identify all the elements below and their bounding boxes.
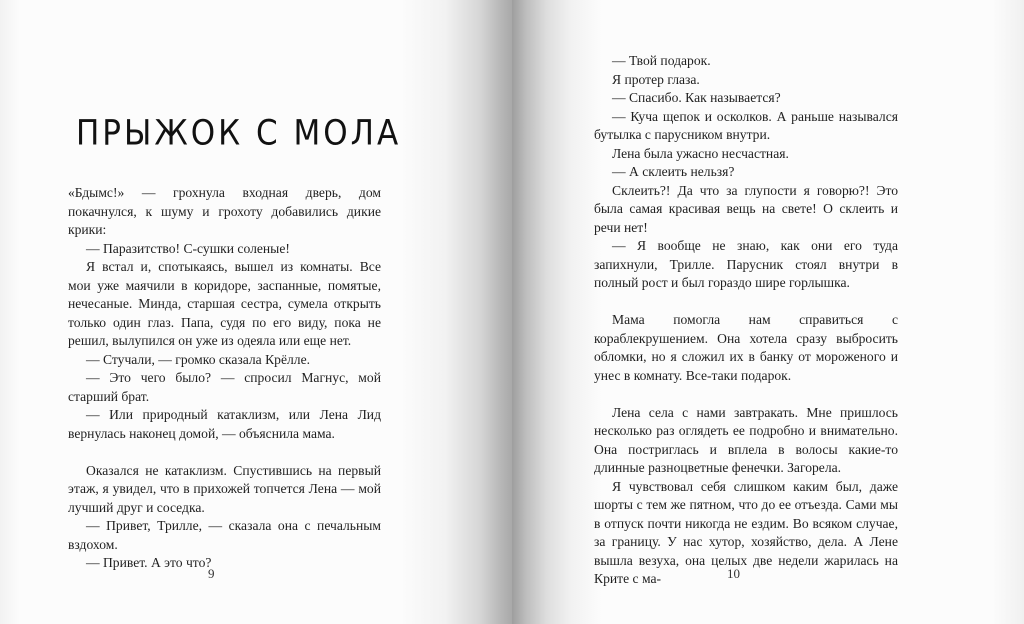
paragraph: Мама помогла нам справиться с кораблекрушением. Она хотела сразу выбросить обломки, но я сложил их в банку от мороженого и унес в комнату. Все-таки подарок. <box>594 312 898 383</box>
page-number-left: 9 <box>208 566 215 581</box>
paragraph: Я протер глаза. <box>612 71 700 87</box>
paragraph: — Или природный катаклизм, или Лена Лид вернулась наконец домой, — объяснила мама. <box>68 407 381 441</box>
left-page-text <box>68 184 381 573</box>
paragraph: — Привет. А это что? <box>86 555 212 570</box>
paragraph: — Куча щепок и осколков. А раньше назывался бутылка с парусником внутри. <box>594 108 898 142</box>
paragraph: — Стучали, — громко сказала Крёлле. <box>86 351 310 367</box>
chapter-title: ПРЫЖОК С МОЛА <box>76 113 402 154</box>
paragraph: «Бдымс!» — грохнула входная дверь, дом покачнулся, к шуму и грохоту добавились дикие крики: <box>68 185 381 237</box>
page-number-right: 10 <box>727 566 740 581</box>
paragraph: — Я вообще не знаю, как они его туда запихнули, Трилле. Парусник стоял внутри в полный рост и был гораздо шире горлышка. <box>594 238 898 290</box>
paragraph: Оказался не катаклизм. Спустившись на первый этаж, я увидел, что в прихожей топчется Лена — мой лучший друг и соседка. <box>68 462 381 515</box>
paragraph: Я чувствовал себя слишком каким был, даже шорты с тем же пятном, что до ее отъезда. Сами мы в отпуск почти никогда не ездим. Во всяком случае, за границу. У нас хутор, хозяйство, дела. А Лене вышла везуха, она целых две недели жарилась на Крите с ма- <box>594 478 898 586</box>
paragraph: — Спасибо. Как называется? <box>612 90 781 105</box>
right-page-text <box>594 52 898 589</box>
paragraph: — А склеить нельзя? <box>612 164 735 179</box>
paragraph: — Паразитство! С-сушки соленые! <box>86 240 290 256</box>
paragraph: — Это чего было? — спросил Магнус, мой старший брат. <box>68 370 381 404</box>
paragraph: Лена была ужасно несчастная. <box>612 145 789 161</box>
paragraph: Я встал и, спотыкаясь, вышел из комнаты. Все мои уже маячили в коридоре, заспанные, помятые, нечесаные. Минда, старшая сестра, сумела открыть только один глаз. Папа, судя по его виду, пока не решил, вылупился он уже из одеяла или еще нет. <box>68 259 381 348</box>
paragraph: Склеить?! Да что за глупости я говорю?! Это была самая красивая вещь на свете! О склеить и речи нет! <box>594 182 898 235</box>
paragraph: — Привет, Трилле, — сказала она с печальным вздохом. <box>68 518 381 552</box>
paragraph: Лена села с нами завтракать. Мне пришлось несколько раз оглядеть ее подробно и внимательно. Она постриглась и вплела в волосы какие-то длинные разноцветные фенечки. Загорела. <box>594 404 898 475</box>
paragraph: — Твой подарок. <box>612 53 711 68</box>
